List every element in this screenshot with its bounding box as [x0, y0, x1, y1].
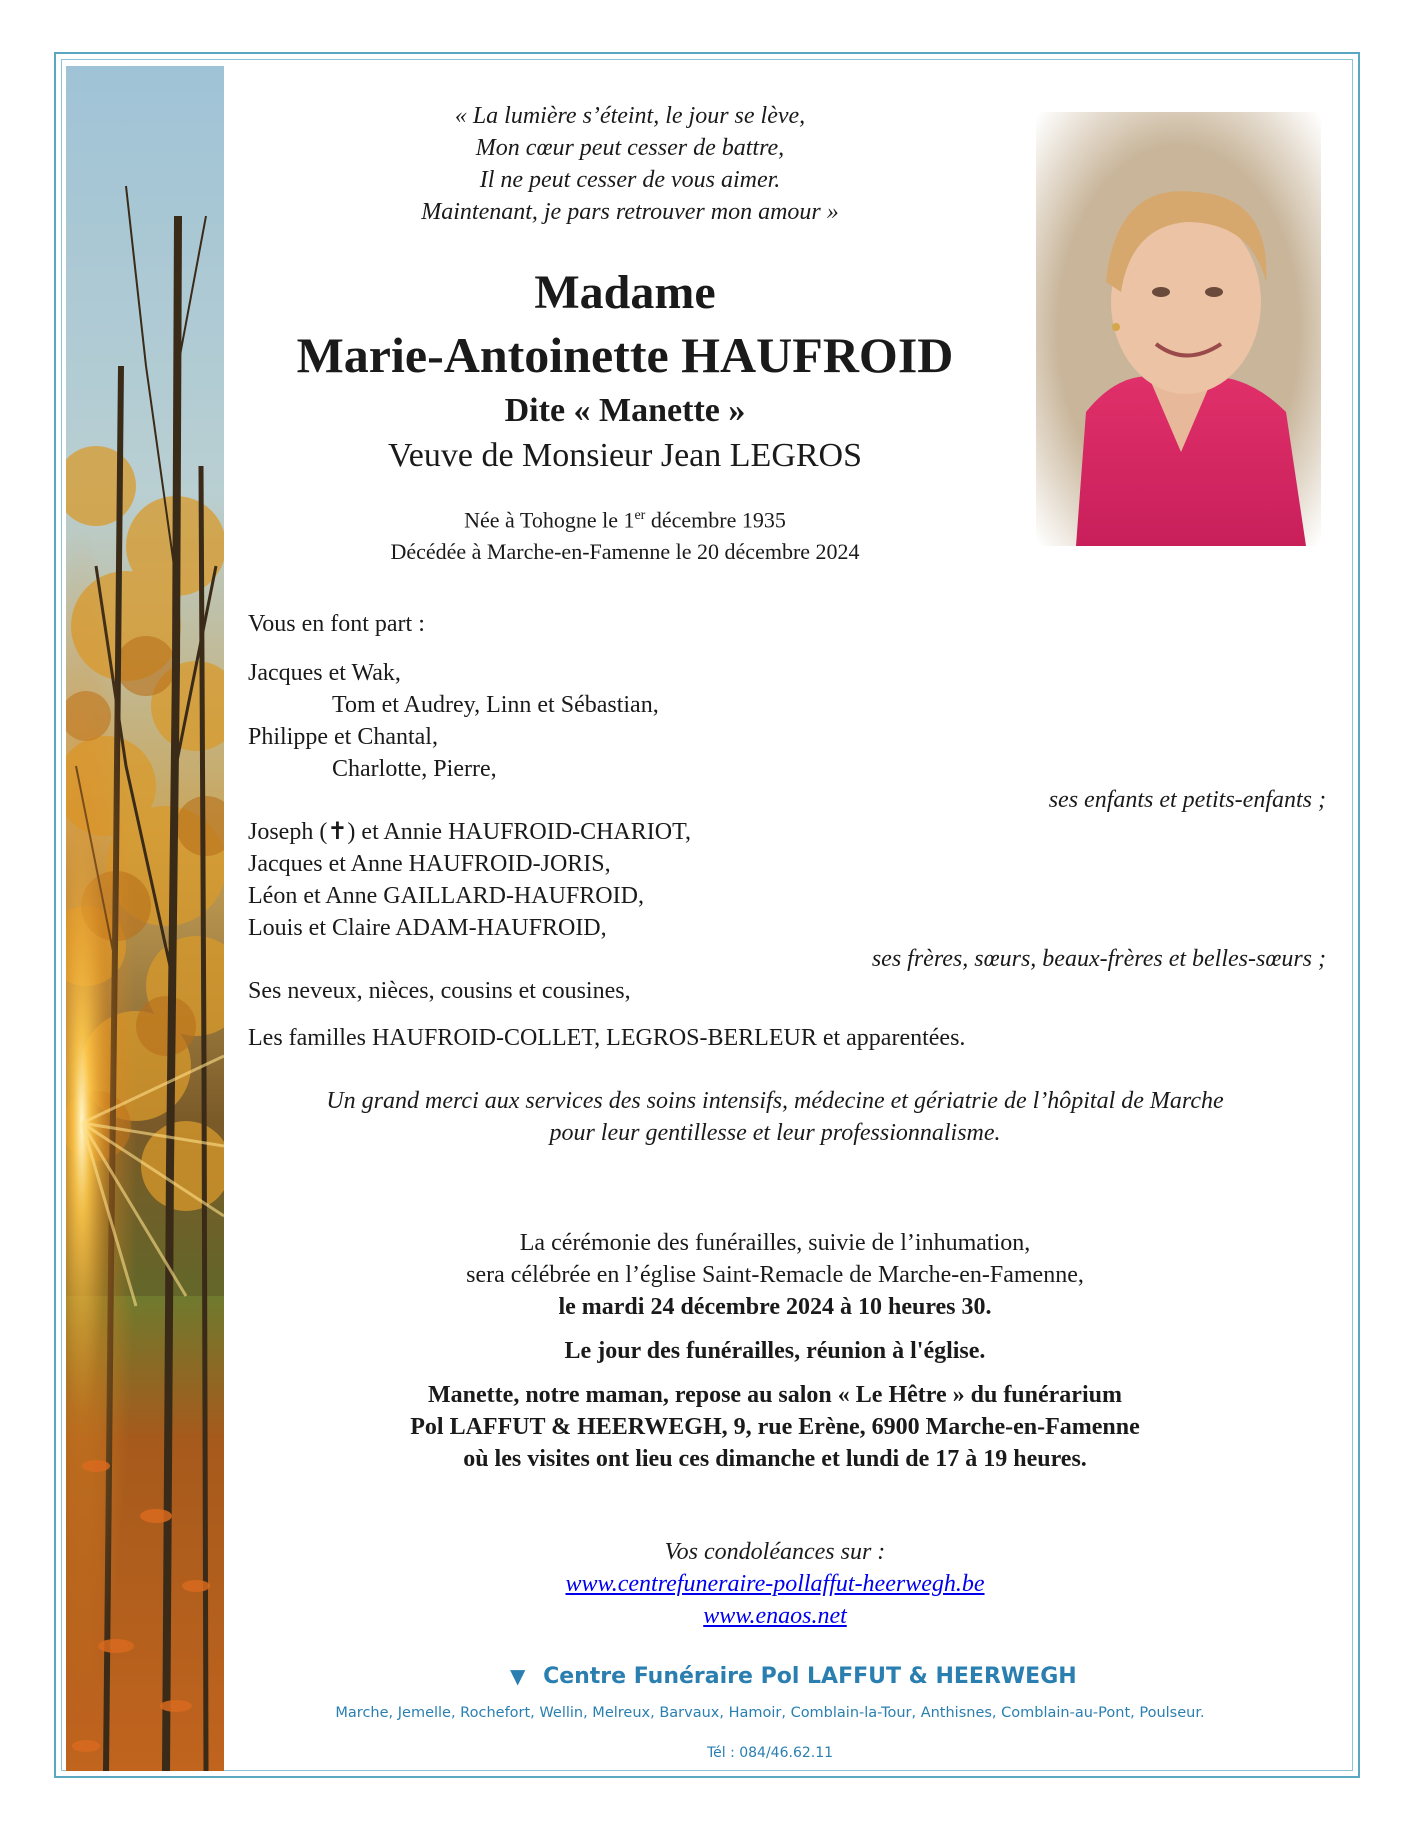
- death-line: Décédée à Marche-en-Famenne le 20 décembre 2024: [390, 539, 860, 565]
- siblings-list: [248, 816, 691, 944]
- company-name: Centre Funéraire Pol LAFFUT & HEERWEGH: [543, 1664, 1077, 1689]
- condolences: [240, 1536, 1310, 1632]
- list-item: Joseph (✝) et Annie HAUFROID-CHARIOT,: [248, 819, 691, 845]
- announce-intro: Vous en font part :: [248, 611, 425, 637]
- ceremony-line: La cérémonie des funérailles, suivie de l’inhumation,: [519, 1230, 1031, 1256]
- company-logo: [510, 1664, 1077, 1689]
- list-item: Jacques et Anne HAUFROID-JORIS,: [248, 851, 611, 877]
- thanks: [240, 1085, 1310, 1149]
- poem-line: « La lumière s’éteint, le jour se lève,: [454, 103, 806, 129]
- company-towns: Marche, Jemelle, Rochefort, Wellin, Melreux, Barvaux, Hamoir, Comblain-la-Tour, Anthisnes, Comblain-au-Pont, Poulseur.: [335, 1705, 1205, 1721]
- children-label: ses enfants et petits-enfants ;: [1048, 787, 1326, 813]
- poem-line: Maintenant, je pars retrouver mon amour »: [421, 199, 839, 225]
- birth-death: [230, 500, 1020, 568]
- nephews: Ses neveux, nièces, cousins et cousines,: [248, 978, 631, 1004]
- ceremony: [240, 1227, 1310, 1475]
- poem-line: Il ne peut cesser de vous aimer.: [479, 167, 781, 193]
- thanks-line: pour leur gentillesse et leur professionnalisme.: [549, 1120, 1001, 1146]
- deceased-name: Marie-Antoinette HAUFROID: [296, 327, 954, 383]
- families: Les familles HAUFROID-COLLET, LEGROS-BERLEUR et apparentées.: [248, 1025, 966, 1051]
- birth-line: Née à Tohogne le 1er décembre 1935: [464, 507, 786, 533]
- ceremony-line: sera célébrée en l’église Saint-Remacle de Marche-en-Famenne,: [466, 1262, 1084, 1288]
- meeting-info: Le jour des funérailles, réunion à l'église.: [564, 1338, 986, 1364]
- siblings-label: ses frères, sœurs, beaux-frères et belles-sœurs ;: [871, 946, 1326, 972]
- list-item: Jacques et Wak,: [248, 660, 401, 686]
- condolences-link[interactable]: www.enaos.net: [703, 1603, 847, 1629]
- list-item: Charlotte, Pierre,: [332, 756, 497, 782]
- condolences-label: Vos condoléances sur :: [664, 1539, 886, 1565]
- thanks-line: Un grand merci aux services des soins intensifs, médecine et gériatrie de l’hôpital de Marche: [326, 1088, 1224, 1114]
- autumn-forest-image: [66, 66, 224, 1771]
- children-list: [248, 657, 659, 785]
- widow-of: Veuve de Monsieur Jean LEGROS: [387, 437, 863, 474]
- ceremony-date: le mardi 24 décembre 2024 à 10 heures 30.: [558, 1294, 992, 1320]
- deceased-title: Madame: [534, 266, 716, 319]
- rest-info: Pol LAFFUT & HEERWEGH, 9, rue Erène, 6900 Marche-en-Famenne: [410, 1414, 1140, 1440]
- list-item: Louis et Claire ADAM-HAUFROID,: [248, 915, 607, 941]
- company-phone: Tél : 084/46.62.11: [706, 1745, 834, 1761]
- list-item: Léon et Anne GAILLARD-HAUFROID,: [248, 883, 644, 909]
- deceased-nickname: Dite « Manette »: [504, 392, 746, 429]
- rest-info: où les visites ont lieu ces dimanche et lundi de 17 à 19 heures.: [463, 1446, 1087, 1472]
- list-item: Philippe et Chantal,: [248, 724, 438, 750]
- condolences-link[interactable]: www.centrefuneraire-pollaffut-heerwegh.be: [565, 1571, 985, 1597]
- list-item: Tom et Audrey, Linn et Sébastian,: [332, 692, 659, 718]
- triangle-down-icon: ▼: [510, 1664, 526, 1688]
- poem-line: Mon cœur peut cesser de battre,: [475, 135, 785, 161]
- portrait-photo: [1036, 112, 1321, 546]
- poem: [310, 100, 950, 228]
- rest-info: Manette, notre maman, repose au salon « Le Hêtre » du funérarium: [428, 1382, 1122, 1408]
